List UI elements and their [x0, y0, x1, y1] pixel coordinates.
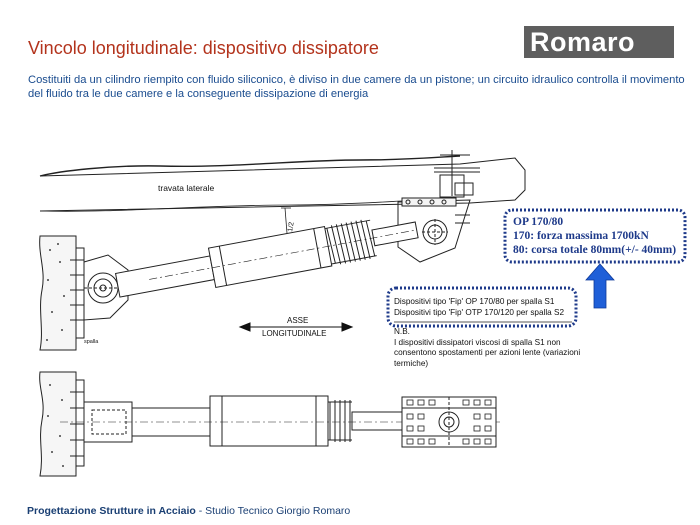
page-title: Vincolo longitudinale: dispositivo dissipatore	[28, 38, 379, 58]
label-spalla: spalla	[84, 339, 99, 345]
plan-bellows	[328, 400, 352, 442]
damper-assembly	[114, 210, 420, 305]
plan-bracket	[402, 397, 496, 447]
label-asse: ASSE	[287, 316, 309, 325]
spec-model: OP 170/80	[513, 216, 564, 228]
label-dimension: 1/2	[287, 221, 296, 233]
spec-stroke: 80: corsa totale 80mm(+/- 40mm)	[513, 244, 677, 256]
nb-note	[394, 327, 594, 369]
logo-text: Romaro	[530, 27, 636, 57]
arrow-up-icon	[586, 264, 614, 308]
label-longitudinale: LONGITUDINALE	[262, 329, 327, 338]
spec-force: 170: forza massima 1700kN	[513, 230, 649, 242]
label-travata-laterale: travata laterale	[158, 183, 215, 193]
footer	[27, 505, 350, 517]
footer-bold: Progettazione Strutture in Acciaio	[27, 505, 196, 517]
spec-box	[505, 210, 685, 262]
page-subtitle: Costituiti da un cilindro riempito con fluido siliconico, è diviso in due camere da un pistone; un circuito idraulico controlla il movimento del fluido tra le due camere e la conseguente dissipazione di energia	[28, 74, 685, 100]
fip-box	[388, 289, 578, 327]
abutment-wall-lower	[40, 372, 84, 476]
nb-heading: N.B.	[394, 327, 410, 336]
nb-text: I dispositivi dissipatori viscosi di spalla S1 non consentono spostamenti per azioni lente (variazioni termiche)	[394, 337, 581, 368]
footer-rest: - Studio Tecnico Giorgio Romaro	[195, 505, 351, 517]
fip-line-s1: Dispositivi tipo 'Fip' OP 170/80 per spalla S1	[394, 297, 555, 306]
abutment-wall-upper	[40, 236, 84, 350]
plan-cylinder	[210, 396, 328, 446]
fip-line-s2: Dispositivi tipo 'Fip' OTP 170/120 per spalla S2	[394, 308, 564, 317]
